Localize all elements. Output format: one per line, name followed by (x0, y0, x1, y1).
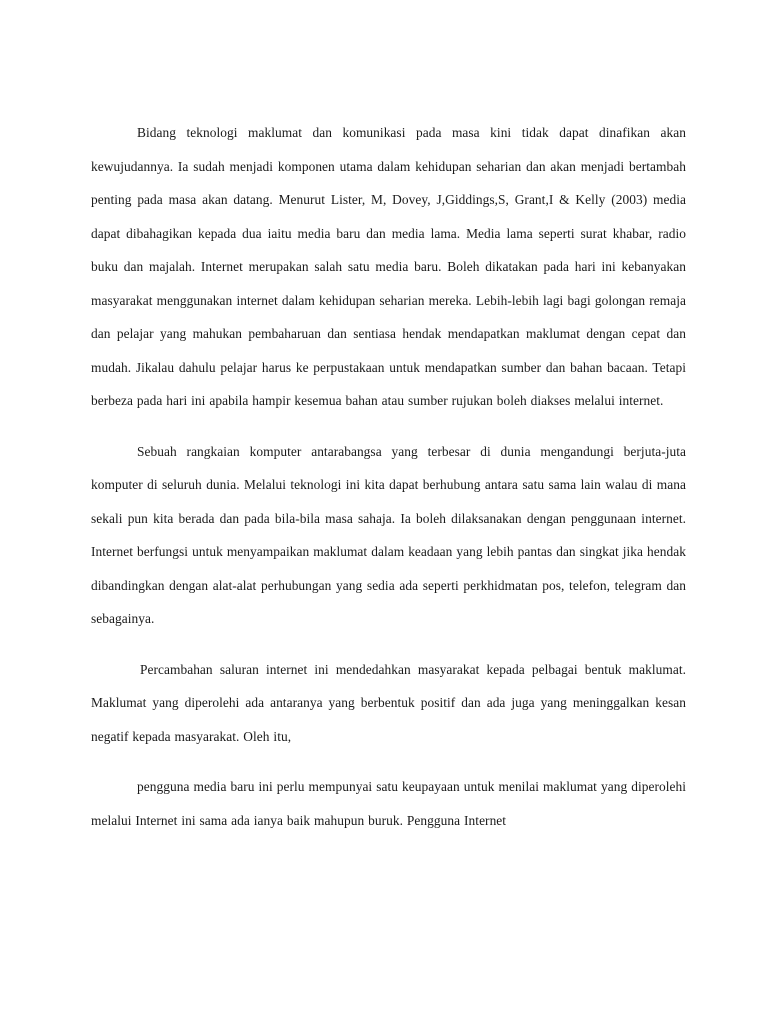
document-body (91, 116, 686, 837)
paragraph-3: Percambahan saluran internet ini mendedahkan masyarakat kepada pelbagai bentuk maklumat. Maklumat yang diperolehi ada antaranya yang berbentuk positif dan ada juga yang meninggalkan kesan negatif kepada masyarakat. Oleh itu, (91, 661, 686, 744)
paragraph-1: Bidang teknologi maklumat dan komunikasi pada masa kini tidak dapat dinafikan akan kewujudannya. Ia sudah menjadi komponen utama dalam kehidupan seharian dan akan menjadi bertambah penting pada masa akan datang. Menurut Lister, M, Dovey, J,Giddings,S, Grant,I & Kelly (2003) media dapat dibahagikan kepada dua iaitu media baru dan media lama. Media lama seperti surat khabar, radio buku dan majalah. Internet merupakan salah satu media baru. Boleh dikatakan pada hari ini kebanyakan masyarakat menggunakan internet dalam kehidupan seharian mereka. Lebih-lebih lagi bagi golongan remaja dan pelajar yang mahukan pembaharuan dan sentiasa hendak mendapatkan maklumat dengan cepat dan mudah. Jikalau dahulu pelajar harus ke perpustakaan untuk mendapatkan sumber dan bahan bacaan. Tetapi berbeza pada hari ini apabila hampir kesemua bahan atau sumber rujukan boleh diakses melalui internet. (91, 125, 686, 408)
paragraph-2: Sebuah rangkaian komputer antarabangsa yang terbesar di dunia mengandungi berjuta-juta komputer di seluruh dunia. Melalui teknologi ini kita dapat berhubung antara satu sama lain walau di mana sekali pun kita berada dan pada bila-bila masa sahaja. Ia boleh dilaksanakan dengan penggunaan internet. Internet berfungsi untuk menyampaikan maklumat dalam keadaan yang lebih pantas dan singkat jika hendak dibandingkan dengan alat-alat perhubungan yang sedia ada seperti perkhidmatan pos, telefon, telegram dan sebagainya. (91, 443, 686, 626)
paragraph-4: pengguna media baru ini perlu mempunyai satu keupayaan untuk menilai maklumat yang diperolehi melalui Internet ini sama ada ianya baik mahupun buruk. Pengguna Internet (91, 779, 686, 828)
